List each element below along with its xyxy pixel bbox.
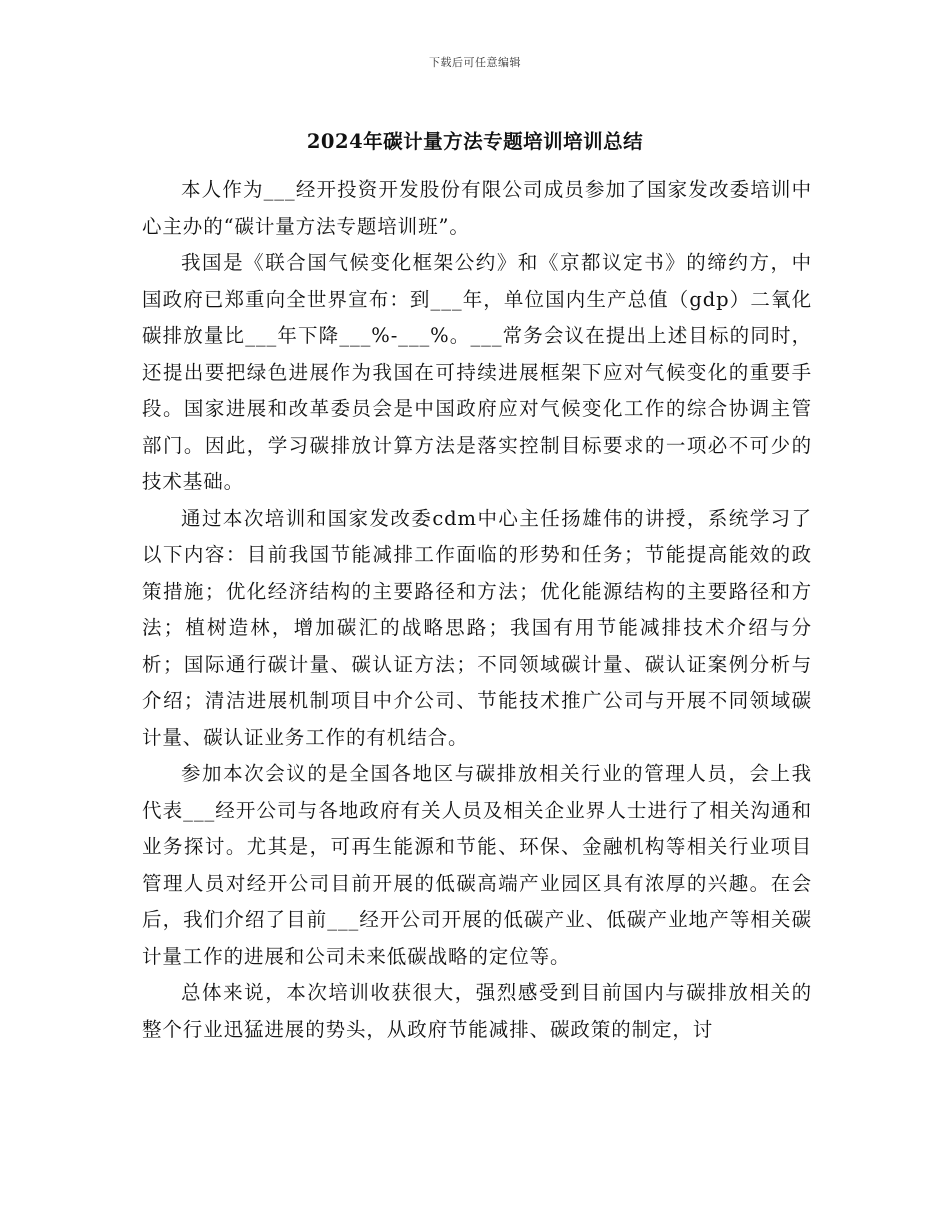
paragraph: 总体来说，本次培训收获很大，强烈感受到目前国内与碳排放相关的整个行业迅猛进展的势头，从政府节能减排、碳政策的制定，讨 [142,981,812,1041]
page-header: 下载后可任意编辑 [429,56,521,69]
document-title: 2024年碳计量方法专题培训培训总结 [306,130,644,153]
document-body [142,172,812,1048]
paragraph: 本人作为___经开投资开发股份有限公司成员参加了国家发改委培训中心主办的“碳计量方法专题培训班”。 [142,178,812,238]
paragraph: 我国是《联合国气候变化框架公约》和《京都议定书》的缔约方，中国政府已郑重向全世界宣布：到___年，单位国内生产总值（gdp）二氧化碳排放量比___年下降___%-___%。___常务会议在提出上述目标的同时，还提出要把绿色进展作为我国在可持续进展框架下应对气候变化的重要手段。国家进展和改革委员会是中国政府应对气候变化工作的综合协调主管部门。因此，学习碳排放计算方法是落实控制目标要求的一项必不可少的技术基础。 [142,251,812,493]
paragraph: 参加本次会议的是全国各地区与碳排放相关行业的管理人员，会上我代表___经开公司与各地政府有关人员及相关企业界人士进行了相关沟通和业务探讨。尤其是，可再生能源和节能、环保、金融机构等相关行业项目管理人员对经开公司目前开展的低碳高端产业园区具有浓厚的兴趣。在会后，我们介绍了目前___经开公司开展的低碳产业、低碳产业地产等相关碳计量工作的进展和公司未来低碳战略的定位等。 [142,762,812,968]
paragraph: 通过本次培训和国家发改委cdm中心主任扬雄伟的讲授，系统学习了以下内容：目前我国节能减排工作面临的形势和任务；节能提高能效的政策措施；优化经济结构的主要路径和方法；优化能源结构的主要路径和方法；植树造林，增加碳汇的战略思路；我国有用节能减排技术介绍与分析；国际通行碳计量、碳认证方法；不同领域碳计量、碳认证案例分析与介绍；清洁进展机制项目中介公司、节能技术推广公司与开展不同领域碳计量、碳认证业务工作的有机结合。 [142,506,812,749]
